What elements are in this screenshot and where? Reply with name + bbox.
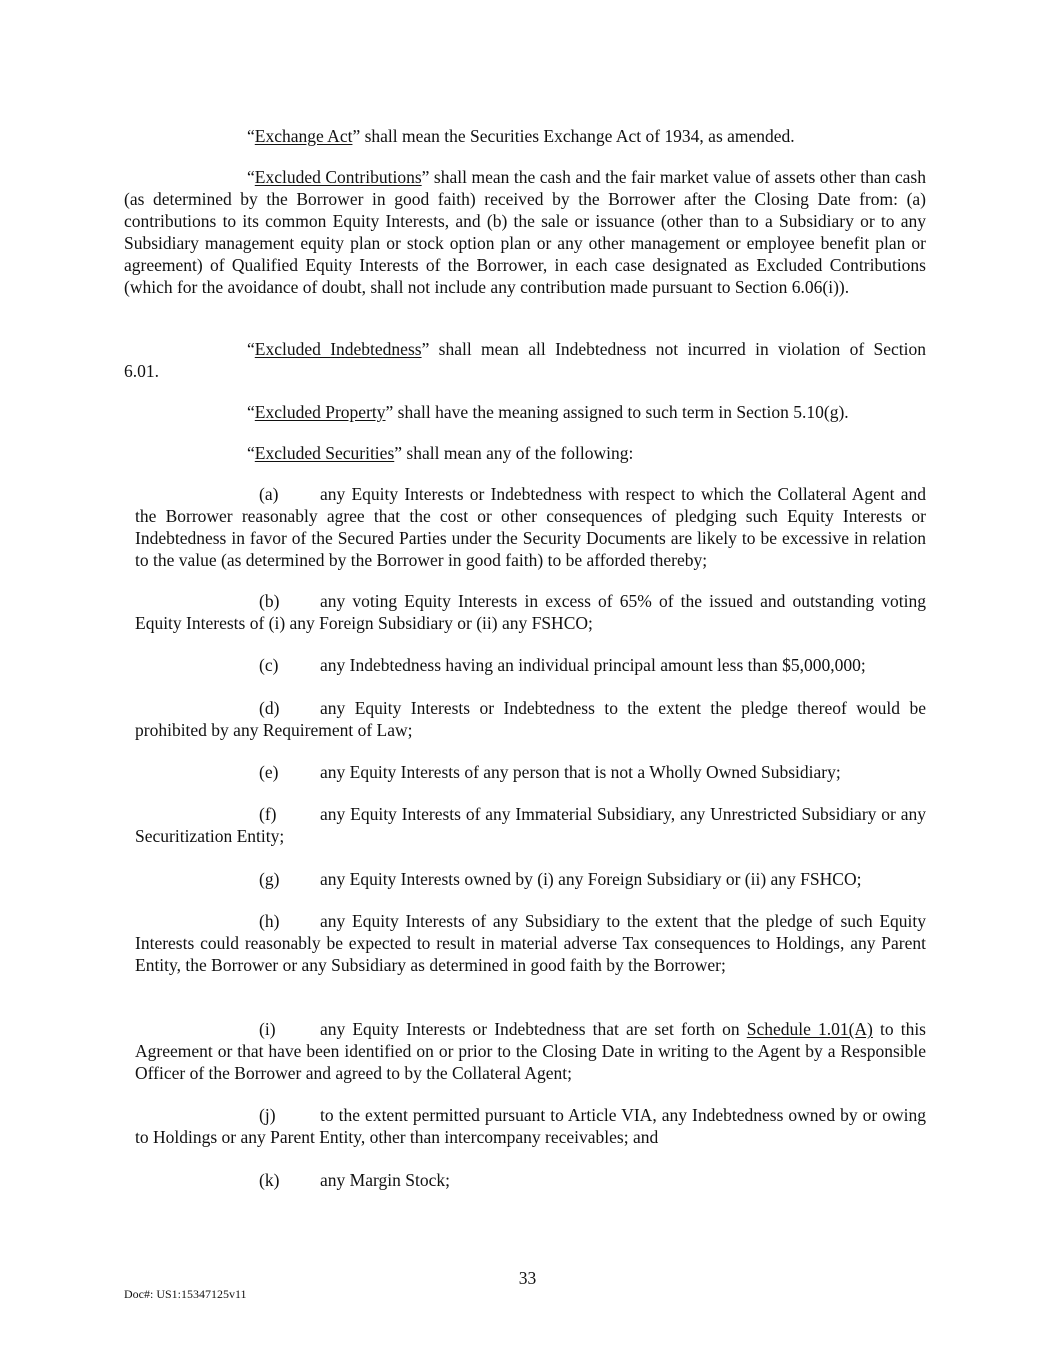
item-text: any Equity Interests of any person that is not a Wholly Owned Subsidiary; xyxy=(320,762,841,782)
list-item xyxy=(135,483,926,571)
item-label: (g) xyxy=(259,869,280,889)
item-text: any Equity Interests or Indebtedness that are set forth on xyxy=(320,1019,747,1039)
list-item xyxy=(135,590,926,634)
item-label: (e) xyxy=(259,762,279,782)
item-text: to this Agreement or that have been identified on or prior to the Closing Date in writing to the Agent by a Responsible Officer of the Borrower and agreed to by the Collateral Agent; xyxy=(135,1019,926,1083)
item-label: (k) xyxy=(259,1170,280,1190)
definition-text: ” shall mean the cash and the fair market value of assets other than cash (as determined by the Borrower in good faith) received by the Borrower after the Closing Date from: (a) contributions to its common Equity Interests, and (b) the sale or issuance (other than to a Subsidiary or to any Subsidiary management equity plan or stock option plan or any other management or employee benefit plan or agreement) of Qualified Equity Interests of the Borrower, in each case designated as Excluded Contributions (which for the avoidance of doubt, shall not include any contribution made pursuant to Section 6.06(i)). xyxy=(124,167,926,297)
definition-text: ” shall have the meaning assigned to such term in Section 5.10(g). xyxy=(385,402,849,422)
item-label: (b) xyxy=(259,591,280,611)
quote-mark: “ xyxy=(247,443,255,463)
document-id: Doc#: US1:15347125v11 xyxy=(124,1287,247,1301)
definition-continuation: 6.01. xyxy=(124,361,159,381)
item-text: any Equity Interests or Indebtedness to the extent the pledge thereof would be prohibited by any Requirement of Law; xyxy=(135,698,926,740)
quote-mark: “ xyxy=(247,402,255,422)
definition-text: ” shall mean any of the following: xyxy=(394,443,634,463)
quote-mark: “ xyxy=(247,167,255,187)
page-number: 33 xyxy=(518,1268,537,1288)
item-text: any Margin Stock; xyxy=(320,1170,450,1190)
item-text: any Equity Interests of any Immaterial Subsidiary, any Unrestricted Subsidiary or any Securitization Entity; xyxy=(135,804,926,846)
list-item xyxy=(135,910,926,976)
list-item xyxy=(135,654,926,676)
list-item xyxy=(135,803,926,847)
item-label: (a) xyxy=(259,484,279,504)
list-item xyxy=(135,1104,926,1148)
definition-excluded-indebtedness xyxy=(124,338,926,360)
quote-mark: “ xyxy=(247,126,255,146)
item-text: any Equity Interests owned by (i) any Foreign Subsidiary or (ii) any FSHCO; xyxy=(320,869,862,889)
item-text: any Indebtedness having an individual principal amount less than $5,000,000; xyxy=(320,655,866,675)
item-label: (d) xyxy=(259,698,280,718)
schedule-link[interactable]: Schedule 1.01(A) xyxy=(746,1019,873,1039)
list-item xyxy=(135,761,926,783)
defined-term: Excluded Contributions xyxy=(254,167,422,187)
definition-text: ” shall mean all Indebtedness not incurred in violation of Section xyxy=(421,339,926,359)
list-item xyxy=(135,868,926,890)
defined-term: Excluded Property xyxy=(254,402,386,422)
item-label: (c) xyxy=(259,655,279,675)
defined-term: Excluded Indebtedness xyxy=(254,339,422,359)
definition-excluded-securities xyxy=(124,442,926,464)
defined-term: Excluded Securities xyxy=(254,443,395,463)
list-item xyxy=(135,697,926,741)
quote-mark: “ xyxy=(247,339,255,359)
item-label: (j) xyxy=(259,1105,276,1125)
list-item xyxy=(135,1018,926,1084)
list-item xyxy=(135,1169,926,1191)
definition-excluded-property xyxy=(124,401,926,423)
item-label: (i) xyxy=(259,1019,276,1039)
definition-exchange-act xyxy=(124,125,926,147)
item-text: any Equity Interests or Indebtedness with respect to which the Collateral Agent and the Borrower reasonably agree that the cost or other consequences of pledging such Equity Interests or Indebtedness in favor of the Secured Parties under the Security Documents are likely to be excessive in relation to the value (as determined by the Borrower in good faith) to be afforded thereby; xyxy=(135,484,926,570)
item-text: to the extent permitted pursuant to Article VIA, any Indebtedness owned by or owing to Holdings or any Parent Entity, other than intercompany receivables; and xyxy=(135,1105,926,1147)
item-label: (f) xyxy=(259,804,277,824)
defined-term: Exchange Act xyxy=(254,126,353,146)
item-text: any voting Equity Interests in excess of 65% of the issued and outstanding voting Equity Interests of (i) any Foreign Subsidiary or (ii) any FSHCO; xyxy=(135,591,926,633)
item-label: (h) xyxy=(259,911,280,931)
definition-excluded-contributions xyxy=(124,166,926,298)
item-text: any Equity Interests of any Subsidiary to the extent that the pledge of such Equity Interests could reasonably be expected to result in material adverse Tax consequences to Holdings, any Parent Entity, the Borrower or any Subsidiary as determined in good faith by the Borrower; xyxy=(135,911,926,975)
definition-text: ” shall mean the Securities Exchange Act of 1934, as amended. xyxy=(352,126,795,146)
